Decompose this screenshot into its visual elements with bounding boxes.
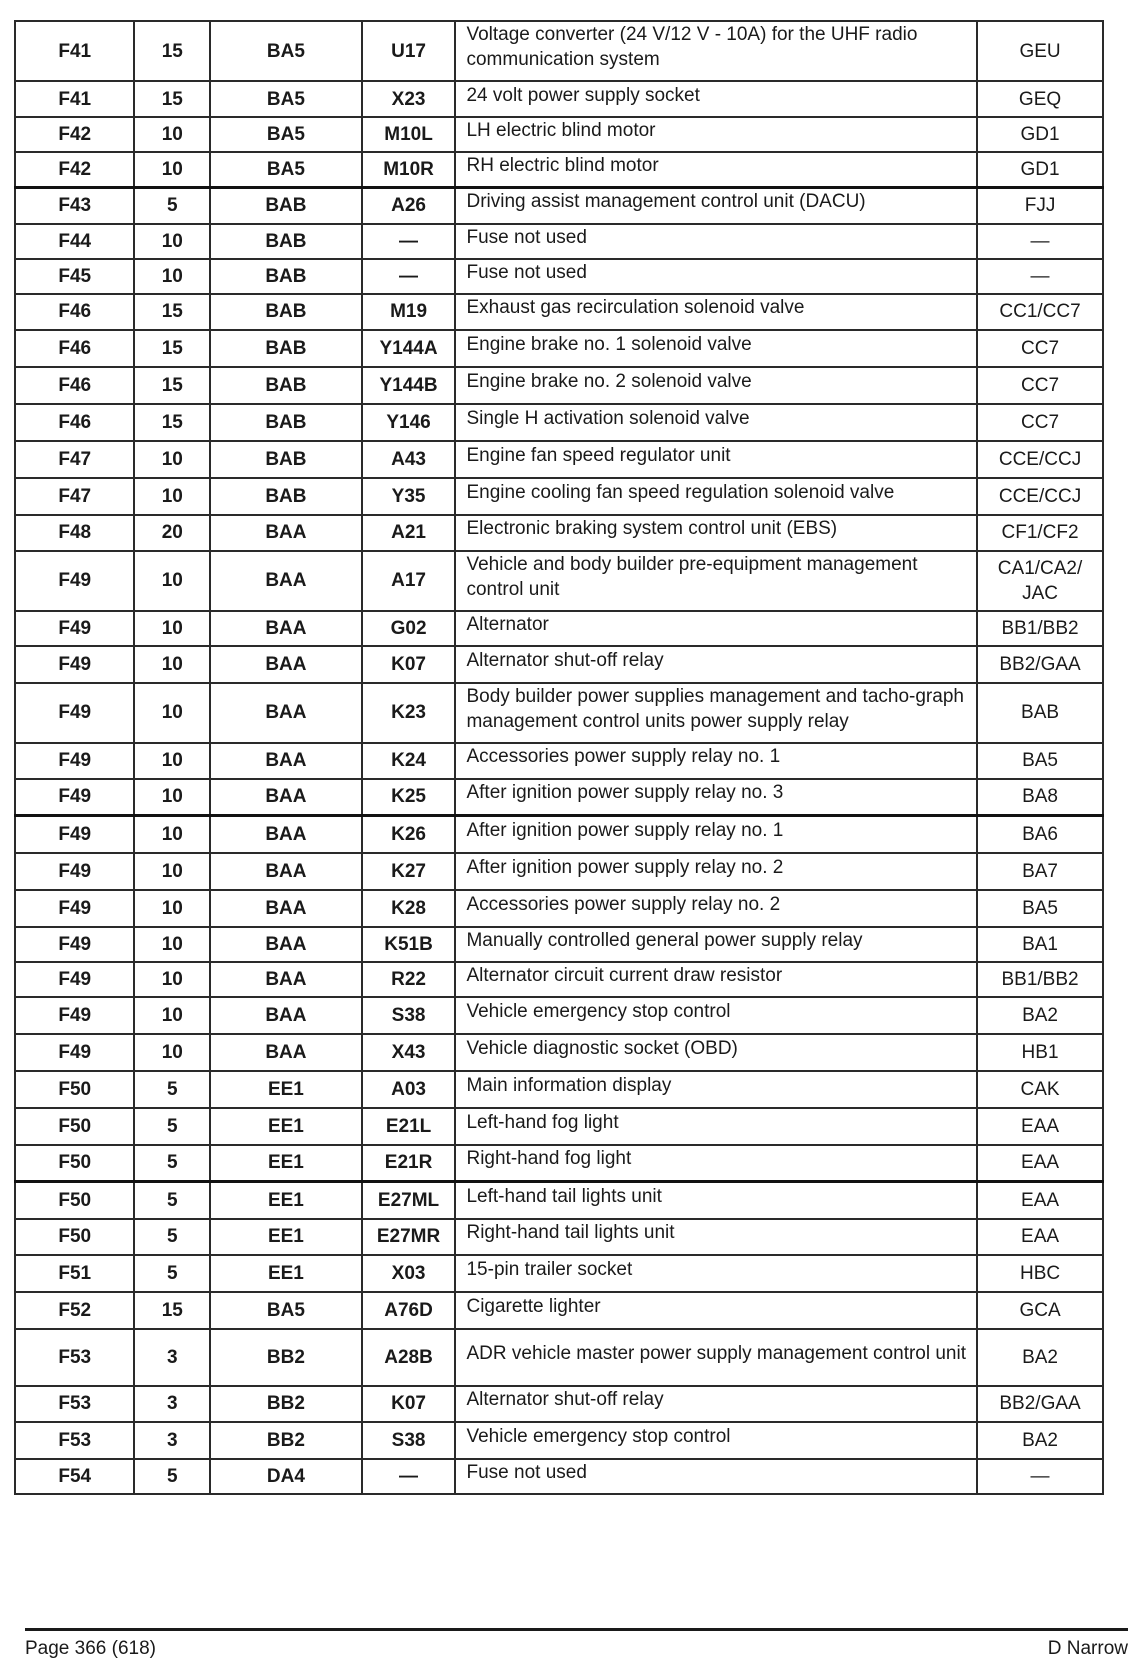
description-cell: Single H activation solenoid valve <box>455 404 977 441</box>
supply-cell: BAA <box>210 743 361 779</box>
rating-cell: 5 <box>134 1255 210 1292</box>
description-cell: Electronic braking system control unit (EBS) <box>455 515 977 551</box>
fuse-number-cell: F49 <box>15 779 134 816</box>
fuse-number-cell: F49 <box>15 890 134 927</box>
function-code-cell: HB1 <box>977 1034 1103 1071</box>
table-row <box>15 551 1103 611</box>
description-cell: Left-hand tail lights unit <box>455 1182 977 1219</box>
function-code-cell: GD1 <box>977 152 1103 188</box>
component-code-cell: A26 <box>362 188 456 224</box>
description-cell: Voltage converter (24 V/12 V - 10A) for the UHF radio communication system <box>455 21 977 81</box>
rating-cell: 15 <box>134 1292 210 1329</box>
component-code-cell: X03 <box>362 1255 456 1292</box>
supply-cell: EE1 <box>210 1145 361 1182</box>
description-cell: After ignition power supply relay no. 1 <box>455 816 977 853</box>
fuse-number-cell: F48 <box>15 515 134 551</box>
component-code-cell: K26 <box>362 816 456 853</box>
description-cell: Alternator <box>455 611 977 646</box>
function-code-cell: BA8 <box>977 779 1103 816</box>
rating-cell: 5 <box>134 1219 210 1255</box>
function-code-cell: BB1/BB2 <box>977 611 1103 646</box>
table-row <box>15 117 1103 152</box>
table-row <box>15 997 1103 1034</box>
rating-cell: 10 <box>134 743 210 779</box>
component-code-cell: A28B <box>362 1329 456 1386</box>
table-row <box>15 441 1103 478</box>
rating-cell: 10 <box>134 478 210 515</box>
table-row <box>15 1386 1103 1422</box>
supply-cell: BAA <box>210 1034 361 1071</box>
supply-cell: EE1 <box>210 1108 361 1145</box>
fuse-number-cell: F46 <box>15 294 134 330</box>
supply-cell: BA5 <box>210 152 361 188</box>
rating-cell: 3 <box>134 1329 210 1386</box>
component-code-cell: K24 <box>362 743 456 779</box>
rating-cell: 5 <box>134 1145 210 1182</box>
supply-cell: BAA <box>210 962 361 997</box>
function-code-cell: — <box>977 224 1103 259</box>
fuse-number-cell: F50 <box>15 1071 134 1108</box>
fuse-number-cell: F49 <box>15 816 134 853</box>
function-code-cell: CCE/CCJ <box>977 441 1103 478</box>
function-code-cell: EAA <box>977 1108 1103 1145</box>
description-cell: Fuse not used <box>455 1459 977 1494</box>
function-code-cell: CAK <box>977 1071 1103 1108</box>
description-cell: Accessories power supply relay no. 2 <box>455 890 977 927</box>
supply-cell: BAB <box>210 294 361 330</box>
table-row <box>15 21 1103 81</box>
table-row <box>15 927 1103 962</box>
table-row <box>15 890 1103 927</box>
table-row <box>15 224 1103 259</box>
description-cell: Alternator shut-off relay <box>455 1386 977 1422</box>
description-cell: Alternator circuit current draw resistor <box>455 962 977 997</box>
component-code-cell: A17 <box>362 551 456 611</box>
function-code-cell: GD1 <box>977 117 1103 152</box>
description-cell: Vehicle diagnostic socket (OBD) <box>455 1034 977 1071</box>
table-row <box>15 779 1103 816</box>
table-row <box>15 611 1103 646</box>
function-code-cell: CC7 <box>977 330 1103 367</box>
fuse-number-cell: F47 <box>15 478 134 515</box>
supply-cell: DA4 <box>210 1459 361 1494</box>
fuse-number-cell: F49 <box>15 997 134 1034</box>
fuse-number-cell: F47 <box>15 441 134 478</box>
component-code-cell: M10L <box>362 117 456 152</box>
description-cell: Engine fan speed regulator unit <box>455 441 977 478</box>
fuse-number-cell: F42 <box>15 152 134 188</box>
fuse-number-cell: F49 <box>15 611 134 646</box>
supply-cell: BA5 <box>210 117 361 152</box>
fuse-number-cell: F41 <box>15 81 134 117</box>
rating-cell: 15 <box>134 294 210 330</box>
table-row <box>15 1459 1103 1494</box>
component-code-cell: K23 <box>362 683 456 743</box>
fuse-number-cell: F43 <box>15 188 134 224</box>
description-cell: Fuse not used <box>455 224 977 259</box>
footer-divider <box>25 1628 1128 1631</box>
component-code-cell: Y144A <box>362 330 456 367</box>
component-code-cell: K07 <box>362 1386 456 1422</box>
function-code-cell: BB1/BB2 <box>977 962 1103 997</box>
table-row <box>15 816 1103 853</box>
description-cell: 15-pin trailer socket <box>455 1255 977 1292</box>
fuse-number-cell: F46 <box>15 330 134 367</box>
supply-cell: BA5 <box>210 81 361 117</box>
component-code-cell: A43 <box>362 441 456 478</box>
description-cell: Engine brake no. 2 solenoid valve <box>455 367 977 404</box>
function-code-cell: BA5 <box>977 743 1103 779</box>
rating-cell: 10 <box>134 890 210 927</box>
table-row <box>15 1219 1103 1255</box>
component-code-cell: X23 <box>362 81 456 117</box>
function-code-cell: GEU <box>977 21 1103 81</box>
supply-cell: EE1 <box>210 1219 361 1255</box>
supply-cell: BAA <box>210 853 361 890</box>
description-cell: Alternator shut-off relay <box>455 646 977 683</box>
supply-cell: EE1 <box>210 1255 361 1292</box>
component-code-cell: U17 <box>362 21 456 81</box>
component-code-cell: S38 <box>362 997 456 1034</box>
rating-cell: 15 <box>134 21 210 81</box>
fuse-number-cell: F49 <box>15 1034 134 1071</box>
fuse-number-cell: F50 <box>15 1145 134 1182</box>
supply-cell: BAA <box>210 816 361 853</box>
fuse-number-cell: F54 <box>15 1459 134 1494</box>
rating-cell: 10 <box>134 927 210 962</box>
supply-cell: BAA <box>210 551 361 611</box>
description-cell: Cigarette lighter <box>455 1292 977 1329</box>
fuse-number-cell: F49 <box>15 743 134 779</box>
description-cell: Right-hand fog light <box>455 1145 977 1182</box>
rating-cell: 15 <box>134 330 210 367</box>
component-code-cell: E21R <box>362 1145 456 1182</box>
description-cell: Main information display <box>455 1071 977 1108</box>
description-cell: Vehicle emergency stop control <box>455 997 977 1034</box>
supply-cell: BAA <box>210 646 361 683</box>
function-code-cell: CA1/CA2/ JAC <box>977 551 1103 611</box>
table-row <box>15 294 1103 330</box>
function-code-cell: BA1 <box>977 927 1103 962</box>
table-row <box>15 853 1103 890</box>
function-code-cell: FJJ <box>977 188 1103 224</box>
function-code-cell: BA7 <box>977 853 1103 890</box>
function-code-cell: BA6 <box>977 816 1103 853</box>
component-code-cell: A21 <box>362 515 456 551</box>
rating-cell: 20 <box>134 515 210 551</box>
supply-cell: BB2 <box>210 1386 361 1422</box>
fuse-number-cell: F42 <box>15 117 134 152</box>
table-row <box>15 683 1103 743</box>
function-code-cell: CC7 <box>977 367 1103 404</box>
function-code-cell: EAA <box>977 1145 1103 1182</box>
fuse-number-cell: F52 <box>15 1292 134 1329</box>
supply-cell: BAB <box>210 441 361 478</box>
fuse-number-cell: F49 <box>15 853 134 890</box>
description-cell: Fuse not used <box>455 259 977 294</box>
component-code-cell: E21L <box>362 1108 456 1145</box>
function-code-cell: CF1/CF2 <box>977 515 1103 551</box>
fuse-table-body <box>15 21 1103 1494</box>
function-code-cell: HBC <box>977 1255 1103 1292</box>
rating-cell: 10 <box>134 551 210 611</box>
rating-cell: 5 <box>134 1071 210 1108</box>
component-code-cell: X43 <box>362 1034 456 1071</box>
function-code-cell: BA2 <box>977 1329 1103 1386</box>
supply-cell: BAB <box>210 259 361 294</box>
supply-cell: BAA <box>210 779 361 816</box>
description-cell: Left-hand fog light <box>455 1108 977 1145</box>
function-code-cell: BAB <box>977 683 1103 743</box>
rating-cell: 15 <box>134 81 210 117</box>
supply-cell: BAB <box>210 330 361 367</box>
fuse-number-cell: F49 <box>15 551 134 611</box>
supply-cell: BAA <box>210 611 361 646</box>
rating-cell: 5 <box>134 1182 210 1219</box>
function-code-cell: BA2 <box>977 997 1103 1034</box>
table-row <box>15 1255 1103 1292</box>
rating-cell: 10 <box>134 962 210 997</box>
rating-cell: 10 <box>134 997 210 1034</box>
table-row <box>15 1182 1103 1219</box>
rating-cell: 10 <box>134 683 210 743</box>
table-row <box>15 962 1103 997</box>
table-row <box>15 152 1103 188</box>
supply-cell: BB2 <box>210 1422 361 1459</box>
description-cell: Vehicle emergency stop control <box>455 1422 977 1459</box>
rating-cell: 10 <box>134 646 210 683</box>
table-row <box>15 367 1103 404</box>
table-row <box>15 1071 1103 1108</box>
component-code-cell: — <box>362 1459 456 1494</box>
fuse-number-cell: F46 <box>15 404 134 441</box>
rating-cell: 5 <box>134 188 210 224</box>
document-title: D Narrow <box>1047 1638 1128 1659</box>
rating-cell: 10 <box>134 441 210 478</box>
description-cell: ADR vehicle master power supply management control unit <box>455 1329 977 1386</box>
component-code-cell: Y144B <box>362 367 456 404</box>
description-cell: Engine cooling fan speed regulation solenoid valve <box>455 478 977 515</box>
rating-cell: 10 <box>134 1034 210 1071</box>
fuse-table <box>14 20 1104 1495</box>
table-row <box>15 1329 1103 1386</box>
function-code-cell: BB2/GAA <box>977 646 1103 683</box>
rating-cell: 3 <box>134 1422 210 1459</box>
function-code-cell: EAA <box>977 1219 1103 1255</box>
supply-cell: BAA <box>210 927 361 962</box>
fuse-number-cell: F46 <box>15 367 134 404</box>
function-code-cell: CC1/CC7 <box>977 294 1103 330</box>
function-code-cell: — <box>977 1459 1103 1494</box>
table-row <box>15 478 1103 515</box>
component-code-cell: E27MR <box>362 1219 456 1255</box>
supply-cell: BA5 <box>210 1292 361 1329</box>
rating-cell: 5 <box>134 1459 210 1494</box>
table-row <box>15 1145 1103 1182</box>
supply-cell: EE1 <box>210 1182 361 1219</box>
component-code-cell: G02 <box>362 611 456 646</box>
supply-cell: BAB <box>210 404 361 441</box>
fuse-number-cell: F50 <box>15 1219 134 1255</box>
fuse-number-cell: F53 <box>15 1329 134 1386</box>
fuse-number-cell: F50 <box>15 1182 134 1219</box>
description-cell: Right-hand tail lights unit <box>455 1219 977 1255</box>
table-row <box>15 330 1103 367</box>
component-code-cell: E27ML <box>362 1182 456 1219</box>
function-code-cell: BA2 <box>977 1422 1103 1459</box>
rating-cell: 5 <box>134 1108 210 1145</box>
component-code-cell: R22 <box>362 962 456 997</box>
supply-cell: EE1 <box>210 1071 361 1108</box>
rating-cell: 10 <box>134 816 210 853</box>
rating-cell: 15 <box>134 404 210 441</box>
table-row <box>15 1292 1103 1329</box>
supply-cell: BAB <box>210 367 361 404</box>
component-code-cell: A76D <box>362 1292 456 1329</box>
table-row <box>15 1034 1103 1071</box>
fuse-number-cell: F53 <box>15 1422 134 1459</box>
description-cell: RH electric blind motor <box>455 152 977 188</box>
component-code-cell: Y35 <box>362 478 456 515</box>
supply-cell: BAA <box>210 890 361 927</box>
description-cell: Vehicle and body builder pre-equipment management control unit <box>455 551 977 611</box>
table-row <box>15 404 1103 441</box>
supply-cell: BAA <box>210 997 361 1034</box>
supply-cell: BAB <box>210 188 361 224</box>
function-code-cell: BB2/GAA <box>977 1386 1103 1422</box>
description-cell: Manually controlled general power supply relay <box>455 927 977 962</box>
component-code-cell: Y146 <box>362 404 456 441</box>
description-cell: Accessories power supply relay no. 1 <box>455 743 977 779</box>
rating-cell: 10 <box>134 779 210 816</box>
rating-cell: 10 <box>134 117 210 152</box>
component-code-cell: K28 <box>362 890 456 927</box>
supply-cell: BB2 <box>210 1329 361 1386</box>
description-cell: 24 volt power supply socket <box>455 81 977 117</box>
function-code-cell: CCE/CCJ <box>977 478 1103 515</box>
rating-cell: 3 <box>134 1386 210 1422</box>
component-code-cell: — <box>362 259 456 294</box>
rating-cell: 15 <box>134 367 210 404</box>
fuse-number-cell: F53 <box>15 1386 134 1422</box>
function-code-cell: CC7 <box>977 404 1103 441</box>
fuse-number-cell: F49 <box>15 646 134 683</box>
rating-cell: 10 <box>134 152 210 188</box>
component-code-cell: S38 <box>362 1422 456 1459</box>
description-cell: Engine brake no. 1 solenoid valve <box>455 330 977 367</box>
component-code-cell: K25 <box>362 779 456 816</box>
description-cell: After ignition power supply relay no. 3 <box>455 779 977 816</box>
fuse-number-cell: F50 <box>15 1108 134 1145</box>
rating-cell: 10 <box>134 259 210 294</box>
description-cell: Body builder power supplies management and tacho-graph management control units power supply relay <box>455 683 977 743</box>
rating-cell: 10 <box>134 224 210 259</box>
description-cell: Driving assist management control unit (DACU) <box>455 188 977 224</box>
table-row <box>15 81 1103 117</box>
rating-cell: 10 <box>134 611 210 646</box>
description-cell: LH electric blind motor <box>455 117 977 152</box>
fuse-number-cell: F45 <box>15 259 134 294</box>
fuse-number-cell: F49 <box>15 927 134 962</box>
component-code-cell: A03 <box>362 1071 456 1108</box>
table-row <box>15 515 1103 551</box>
function-code-cell: BA5 <box>977 890 1103 927</box>
supply-cell: BAB <box>210 478 361 515</box>
table-row <box>15 259 1103 294</box>
description-cell: Exhaust gas recirculation solenoid valve <box>455 294 977 330</box>
page-number: Page 366 (618) <box>25 1638 156 1659</box>
function-code-cell: GEQ <box>977 81 1103 117</box>
table-row <box>15 1108 1103 1145</box>
supply-cell: BAA <box>210 683 361 743</box>
fuse-number-cell: F44 <box>15 224 134 259</box>
supply-cell: BAB <box>210 224 361 259</box>
component-code-cell: K51B <box>362 927 456 962</box>
function-code-cell: EAA <box>977 1182 1103 1219</box>
component-code-cell: K07 <box>362 646 456 683</box>
table-row <box>15 646 1103 683</box>
fuse-number-cell: F49 <box>15 962 134 997</box>
table-row <box>15 1422 1103 1459</box>
table-row <box>15 743 1103 779</box>
description-cell: After ignition power supply relay no. 2 <box>455 853 977 890</box>
supply-cell: BAA <box>210 515 361 551</box>
component-code-cell: M19 <box>362 294 456 330</box>
component-code-cell: M10R <box>362 152 456 188</box>
fuse-number-cell: F49 <box>15 683 134 743</box>
table-row <box>15 188 1103 224</box>
component-code-cell: — <box>362 224 456 259</box>
rating-cell: 10 <box>134 853 210 890</box>
fuse-number-cell: F51 <box>15 1255 134 1292</box>
function-code-cell: — <box>977 259 1103 294</box>
function-code-cell: GCA <box>977 1292 1103 1329</box>
fuse-number-cell: F41 <box>15 21 134 81</box>
supply-cell: BA5 <box>210 21 361 81</box>
component-code-cell: K27 <box>362 853 456 890</box>
